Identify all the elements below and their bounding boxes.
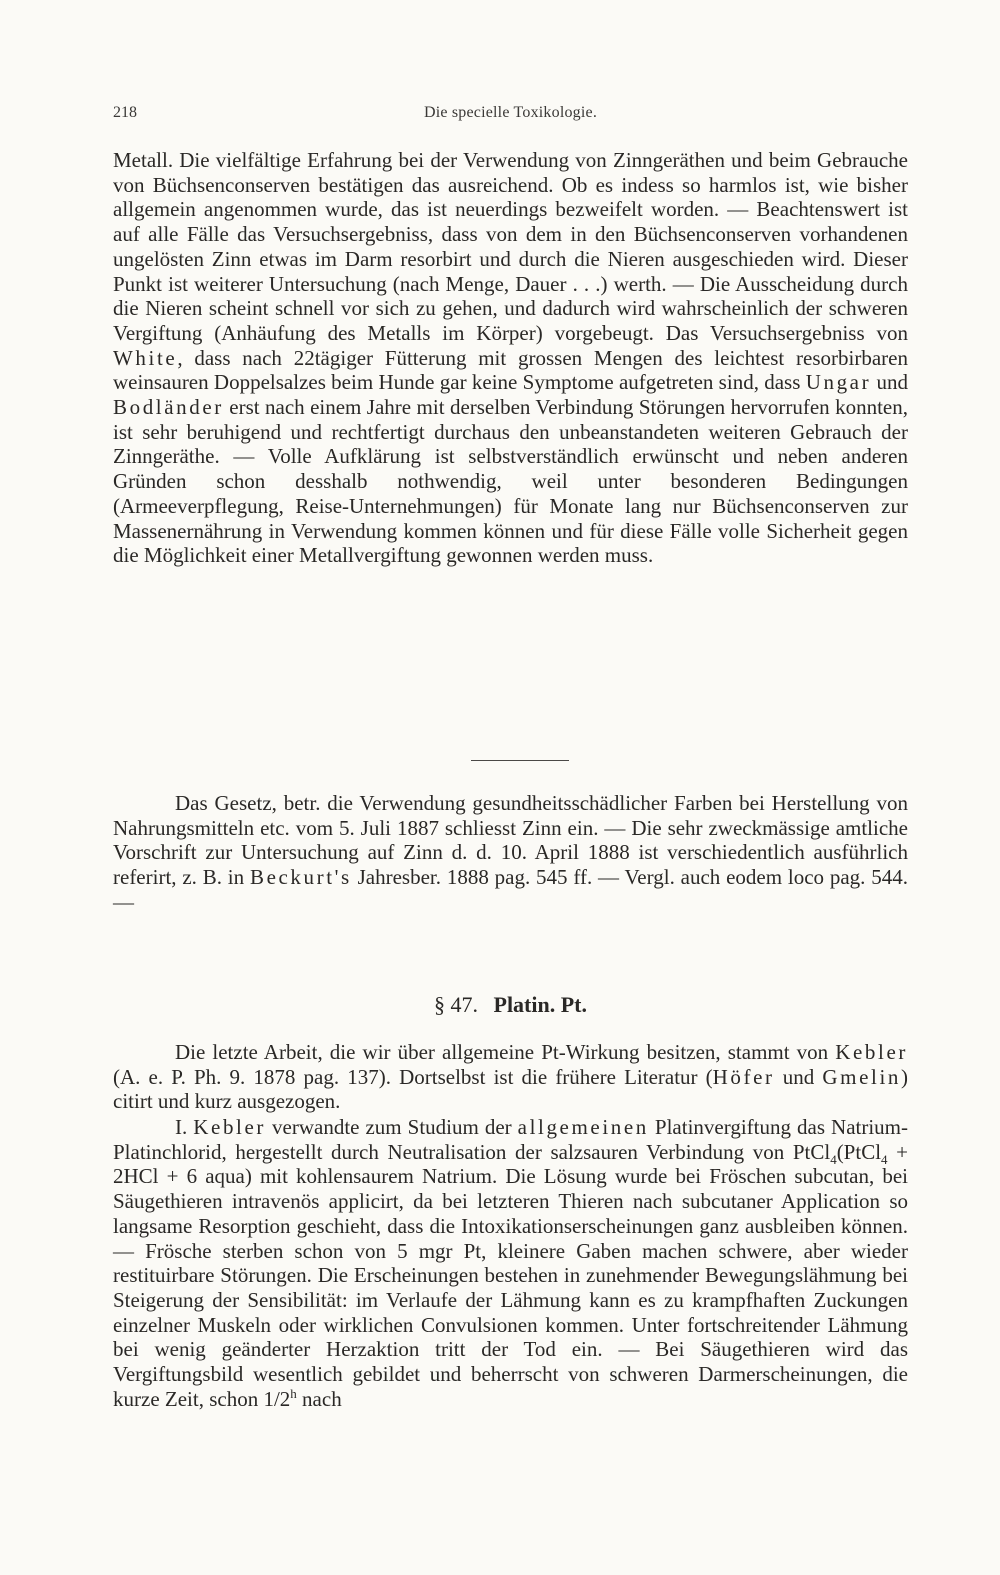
- paragraph-tin-conclusion: Metall. Die vielfältige Erfahrung bei der Verwendung von Zinngeräthen und beim Gebrauche von Büchsenconserven bestätigen das ausreichend. Ob es indess so harmlos ist, wie bisher allgemein angenommen wurde, das ist neuerdings bezweifelt worden. — Beachtenswert ist auf alle Fälle das Versuchsergebniss, dass von dem in den Büchsenconserven vorhandenen ungelösten Zinn etwas im Darm resorbirt und durch die Nieren ausgeschieden wird. Dieser Punkt ist weiterer Untersuchung (nach Menge, Dauer . . .) werth. — Die Ausscheidung durch die Nieren scheint schnell vor sich zu gehen, und dadurch wird wahrscheinlich der schweren Vergiftung (Anhäufung des Metalls im Körper) vorgebeugt. Das Versuchsergebniss von White, dass nach 22tägiger Fütterung mit grossen Mengen des leichtest resorbirbaren weinsauren Doppelsalzes beim Hunde gar keine Symptome aufgetreten sind, dass Ungar und Bodländer erst nach einem Jahre mit derselben Verbindung Störungen hervorrufen konnten, ist sehr beruhigend und rechtfertigt durchaus den unbeanstandeten weiteren Gebrauch der Zinngeräthe. — Volle Aufklärung ist selbstverständlich erwünscht und neben anderen Gründen schon desshalb nothwendig, weil unter besonderen Bedingungen (Armeeverpflegung, Reise-Unternehmungen) für Monate lang nur Büchsenconserven zur Massenernährung in Verwendung kommen können und für diese Fälle volle Sicherheit gegen die Möglichkeit einer Metallvergiftung gewonnen werden muss.: [113, 148, 909, 568]
- author-ungar: Ungar: [805, 370, 872, 395]
- page-number: 218: [113, 104, 137, 121]
- paragraph-law-reference: Das Gesetz, betr. die Verwendung gesundheitsschädlicher Farben bei Herstellung von Nahrungsmitteln etc. vom 5. Juli 1887 schliesst Zinn ein. — Die sehr zweckmässige amtliche Vorschrift zur Untersuchung auf Zinn d. d. 10. April 1888 ist verschiedentlich ausführlich referirt, z. B. in Beckurt's Jahresber. 1888 pag. 545 ff. — Vergl. auch eodem loco pag. 544. —: [113, 791, 908, 914]
- author-kebler: Kebler: [835, 1040, 908, 1064]
- author-gmelin: Gmelin: [822, 1064, 901, 1089]
- hour-superscript: h: [290, 1385, 297, 1401]
- author-hoefer: Höfer: [712, 1064, 775, 1089]
- fraction-half: 1/2: [263, 1386, 291, 1411]
- author-bodlaender: Bodländer: [113, 395, 224, 420]
- author-kebler-2: Kebler: [193, 1115, 267, 1139]
- paragraph-platin-literature: Die letzte Arbeit, die wir über allgemeine Pt-Wirkung besitzen, stammt von Kebler (A. e. P. Ph. 9. 1878 pag. 137). Dortselbst ist die frühere Literatur (Höfer und Gmelin) citirt und kurz ausgezogen.: [113, 1040, 908, 1114]
- section-title: Platin. Pt.: [493, 992, 587, 1017]
- author-white: White: [113, 345, 178, 370]
- emphasis-allgemeinen: allgemeinen: [517, 1115, 649, 1139]
- running-head: Die specielle Toxikologie.: [423, 104, 598, 121]
- section-number: § 47.: [434, 992, 478, 1017]
- section-heading-platin: [113, 992, 908, 1018]
- author-beckurt: Beckurt's: [249, 865, 352, 890]
- page-header: [113, 104, 908, 130]
- section-divider: [471, 760, 569, 761]
- subscript-4-second: 4: [881, 1151, 888, 1167]
- paragraph-platin-experiments: I. Kebler verwandte zum Studium der allgemeinen Platinvergiftung das Natrium-Platinchlorid, hergestellt durch Neutralisation der salzsauren Verbindung von PtCl$_4$(PtCl$_4$ + 2HCl + 6 aqua) mit kohlensaurem Natrium. Die Lösung wurde bei Fröschen subcutan, bei Säugethieren intravenös applicirt, da bei letzteren Thieren nach subcutaner Application so langsame Resorption geschieht, dass die Intoxikationserscheinungen ganz ausbleiben können. — Frösche sterben schon von 5 mgr Pt, kleinere Gaben machen schwere, aber wieder restituirbare Störungen. Die Erscheinungen bestehen in zunehmender Bewegungslähmung bei Steigerung der Sensibilität: im Verlaufe der Lähmung kann es zu krampfhaften Zuckungen einzelner Muskeln oder wirklichen Convulsionen kommen. Unter fortschreitender Lähmung bei wenig geänderter Herzaktion tritt der Tod ein. — Bei Säugethieren wird das Vergiftungsbild wesentlich gebildet und beherrscht von schweren Darmerscheinungen, die kurze Zeit, schon 1/2$^h$ nach: [113, 1115, 909, 1411]
- subscript-4: 4: [830, 1151, 837, 1167]
